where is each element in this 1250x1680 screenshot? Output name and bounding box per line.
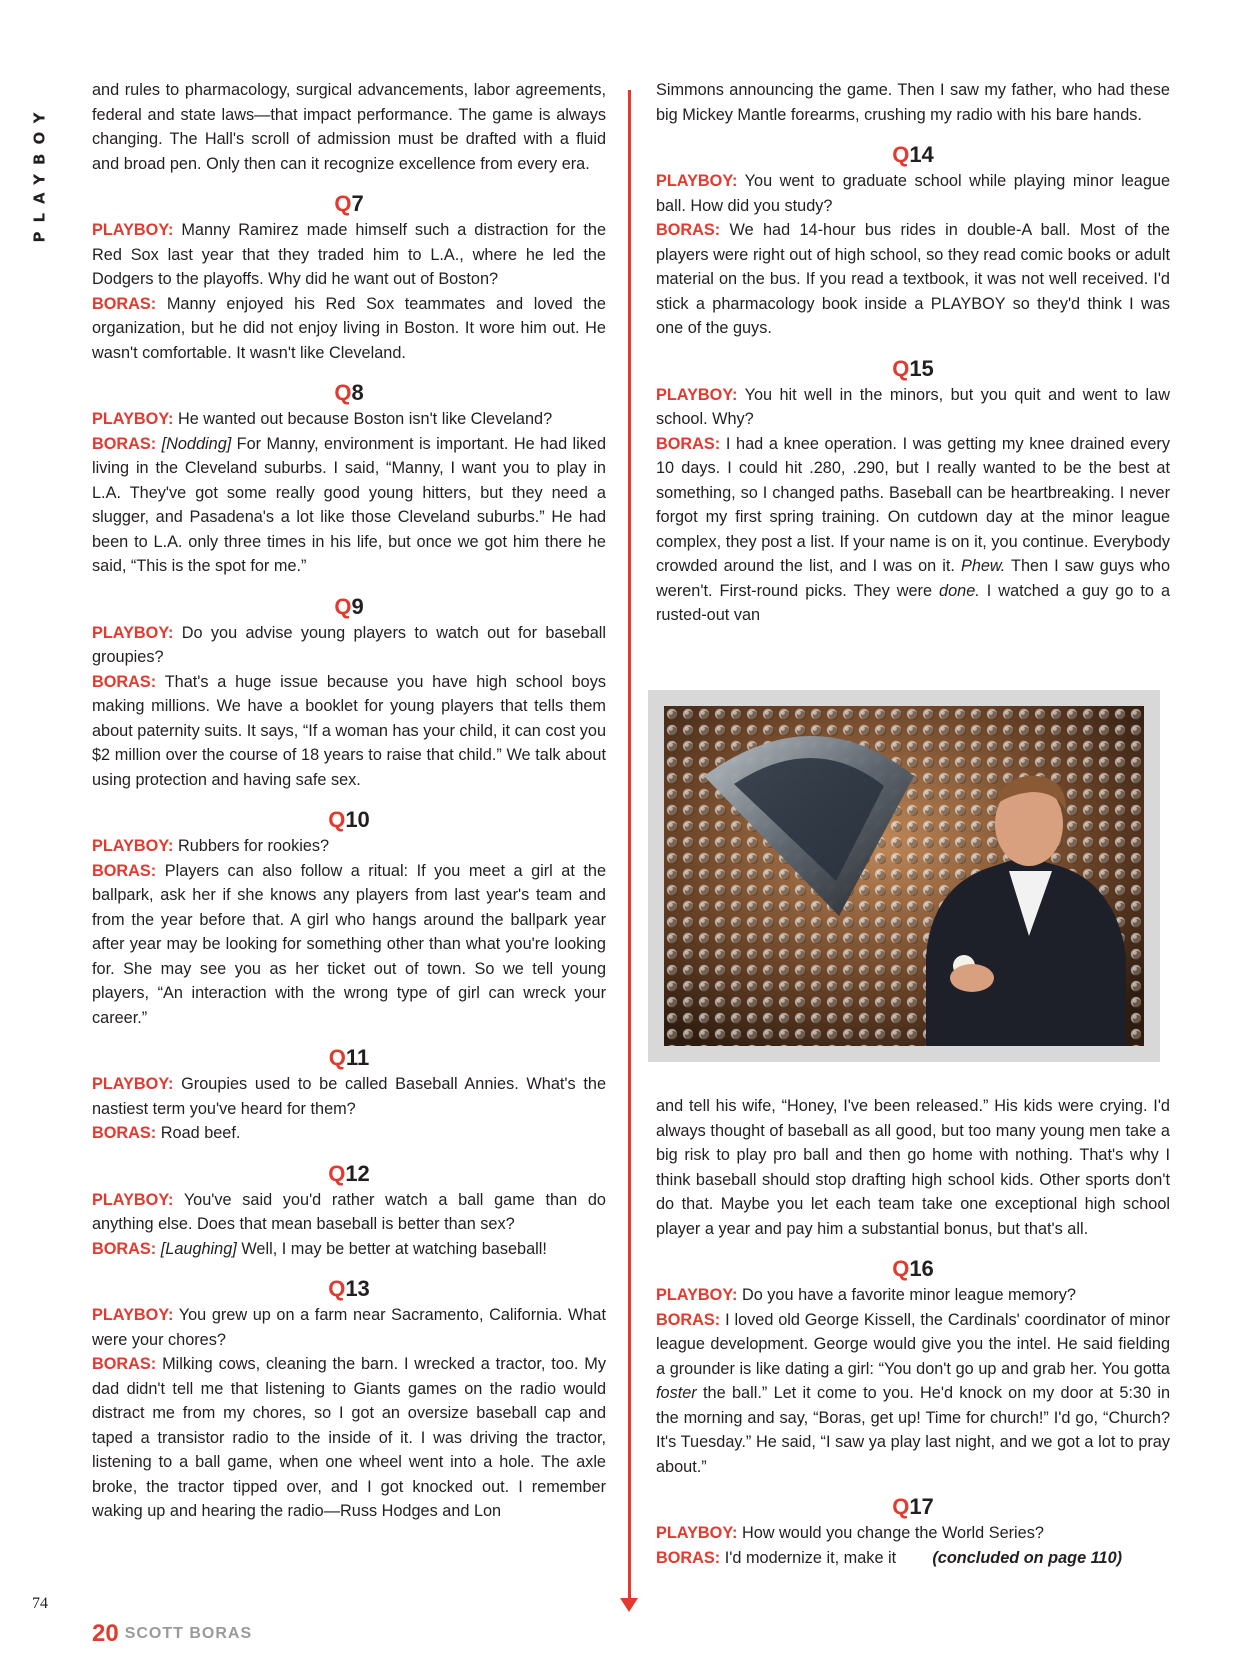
- intro-paragraph: and rules to pharmacology, surgical advancements, labor agreements, federal and state laws—that impact performance. The game is always changing. The Hall's scroll of admission must be drafted with a fluid and broad pen. Only then can it recognize excellence from every era.: [92, 81, 606, 173]
- playboy-question-15: PLAYBOY: You hit well in the minors, but you quit and went to law school. Why?: [656, 385, 1170, 428]
- continue-arrow-icon: [620, 1598, 638, 1612]
- footer-number: 20: [92, 1620, 119, 1647]
- playboy-question-7: PLAYBOY: Manny Ramirez made himself such a distraction for the Red Sox last year that they traded him to L.A., where he led the Dodgers to the playoffs. Why did he want out of Boston?: [92, 221, 606, 288]
- question-heading-10: Q10: [328, 807, 370, 832]
- question-heading-8: Q8: [334, 380, 364, 405]
- boras-answer-9: BORAS: That's a huge issue because you have high school boys making millions. We have a booklet for young players that tells them about paternity suits. It says, “If a woman has your child, it can cost you $2 million over the course of 18 years to raise that child.” We talk about using protection and having safe sex.: [92, 672, 607, 789]
- continued-on-link: (concluded on page 110): [932, 1548, 1123, 1567]
- boras-answer-10: BORAS: Players can also follow a ritual: If you meet a girl at the ballpark, ask her if she knows any players from last year's team and from the year before that. A girl who hangs around the ballpark year after year may be looking for something other than what you're looking for. She may see you as her ticket out of town. So we tell young players, “An interaction with the wrong type of girl can wreck your career.”: [92, 861, 606, 1027]
- boras-answer-13: BORAS: Milking cows, cleaning the barn. I wrecked a tractor, too. My dad didn't tell me that listening to Giants games on the radio would distract me from my chores, so I got an oversize baseball cap and taped a transistor radio to the inside of it. I was driving the tractor, listening to a ball game, when one wheel went into a hole. The axle broke, the tractor tipped over, and I got knocked out. I remember waking up and hearing the radio—Russ Hodges and Lon: [92, 1355, 606, 1520]
- column-divider: [628, 90, 631, 1600]
- playboy-question-12: PLAYBOY: You've said you'd rather watch a ball game than do anything else. Does that mean baseball is better than sex?: [92, 1190, 606, 1233]
- boras-answer-7: BORAS: Manny enjoyed his Red Sox teammates and loved the organization, but he did not enjoy living in Boston. It wore him out. He wasn't comfortable. It wasn't like Cleveland.: [92, 294, 606, 362]
- question-heading-7: Q7: [334, 191, 364, 216]
- playboy-question-9: PLAYBOY: Do you advise young players to watch out for baseball groupies?: [92, 623, 606, 666]
- right-column-bottom: [656, 1094, 1170, 1570]
- boras-answer-8: BORAS: [Nodding] For Manny, environment is important. He had liked living in the Cleveland suburbs. I said, “Manny, I want you to play in L.A. They've got some really good young hitters, but they need a slugger, and Pasadena's a lot like those Cleveland suburbs.” He had been to L.A. only three times in his life, but once we got him there he said, “This is the spot for me.”: [92, 434, 607, 575]
- magazine-name: PLAYBOY: [31, 103, 50, 243]
- page-number: 74: [32, 1595, 48, 1612]
- playboy-question-10: PLAYBOY: Rubbers for rookies?: [92, 837, 330, 855]
- question-heading-9: Q9: [334, 593, 364, 619]
- right-intro-paragraph: Simmons announcing the game. Then I saw my father, who had these big Mickey Mantle forearms, crushing my radio with his bare hands.: [656, 81, 1170, 124]
- boras-answer-11: BORAS: Road beef.: [92, 1124, 241, 1142]
- playboy-question-11: PLAYBOY: Groupies used to be called Baseball Annies. What's the nastiest term you've heard for them?: [92, 1075, 606, 1118]
- question-heading-15: Q15: [892, 355, 934, 381]
- playboy-question-13: PLAYBOY: You grew up on a farm near Sacramento, California. What were your chores?: [92, 1306, 606, 1349]
- continued-paragraph: and tell his wife, “Honey, I've been released.” His kids were crying. I'd always thought of baseball as all good, but too many young men take a big risk to play pro ball and then go home with nothing. That's why I think baseball should stop drafting high school kids. Other sports don't do that. Maybe you let each team take one exceptional high school player a year and pay him a substantial bonus, but that's all.: [656, 1097, 1170, 1238]
- footer-logo: [92, 1620, 252, 1648]
- playboy-question-17: PLAYBOY: How would you change the World Series?: [656, 1524, 1044, 1542]
- playboy-question-14: PLAYBOY: You went to graduate school while playing minor league ball. How did you study?: [656, 172, 1170, 215]
- boras-answer-17: BORAS: I'd modernize it, make it (concluded on page 110): [656, 1548, 1123, 1567]
- photo-frame: [648, 690, 1160, 1062]
- boras-answer-14: BORAS: We had 14-hour bus rides in double-A ball. Most of the players were right out of high school, so they read comic books or adult material on the bus. If you read a textbook, it was not well received. I'd stick a pharmacology book inside a PLAYBOY so they'd think I was one of the guys.: [656, 221, 1170, 337]
- portrait-photo-image: [664, 706, 1144, 1046]
- question-heading-16: Q16: [892, 1256, 934, 1281]
- boras-answer-16: BORAS: I loved old George Kissell, the Cardinals' coordinator of minor league development. George would give you the intel. He said fielding a grounder is like dating a girl: “You don't go up and grab her. You gotta foster the ball.” Let it come to you. He'd knock on my door at 5:30 in the morning and say, “Boras, get up! Time for church!” I'd go, “Church? It's Tuesday.” He said, “I saw ya play last night, and we got a lot to pray about.”: [656, 1310, 1170, 1476]
- portrait-photo: [664, 706, 1144, 1046]
- left-column: [92, 78, 606, 1524]
- magazine-side-label: [28, 78, 52, 268]
- question-heading-13: Q13: [328, 1276, 370, 1301]
- boras-answer-15: BORAS: I had a knee operation. I was getting my knee drained every 10 days. I could hit .280, .290, but I really wanted to be the best at something, so I changed paths. Baseball can be heartbreaking. I never forgot my first spring training. On cutdown day at the minor league complex, they post a list. If your name is on it, you continue. Everybody crowded around the list, and I was on it. Phew. Then I saw guys who weren't. First-round picks. They were done. I watched a guy go to a rusted-out van: [656, 434, 1170, 624]
- playboy-question-8: PLAYBOY: He wanted out because Boston isn't like Cleveland?: [92, 410, 553, 428]
- right-column-top: [656, 78, 1170, 628]
- footer-name: SCOTT BORAS: [124, 1625, 253, 1642]
- question-heading-11: Q11: [328, 1045, 370, 1070]
- question-heading-17: Q17: [892, 1494, 934, 1519]
- question-heading-14: Q14: [892, 142, 934, 167]
- question-heading-12: Q12: [328, 1160, 370, 1186]
- boras-answer-12: BORAS: [Laughing] Well, I may be better at watching baseball!: [92, 1239, 547, 1258]
- playboy-question-16: PLAYBOY: Do you have a favorite minor league memory?: [656, 1286, 1076, 1304]
